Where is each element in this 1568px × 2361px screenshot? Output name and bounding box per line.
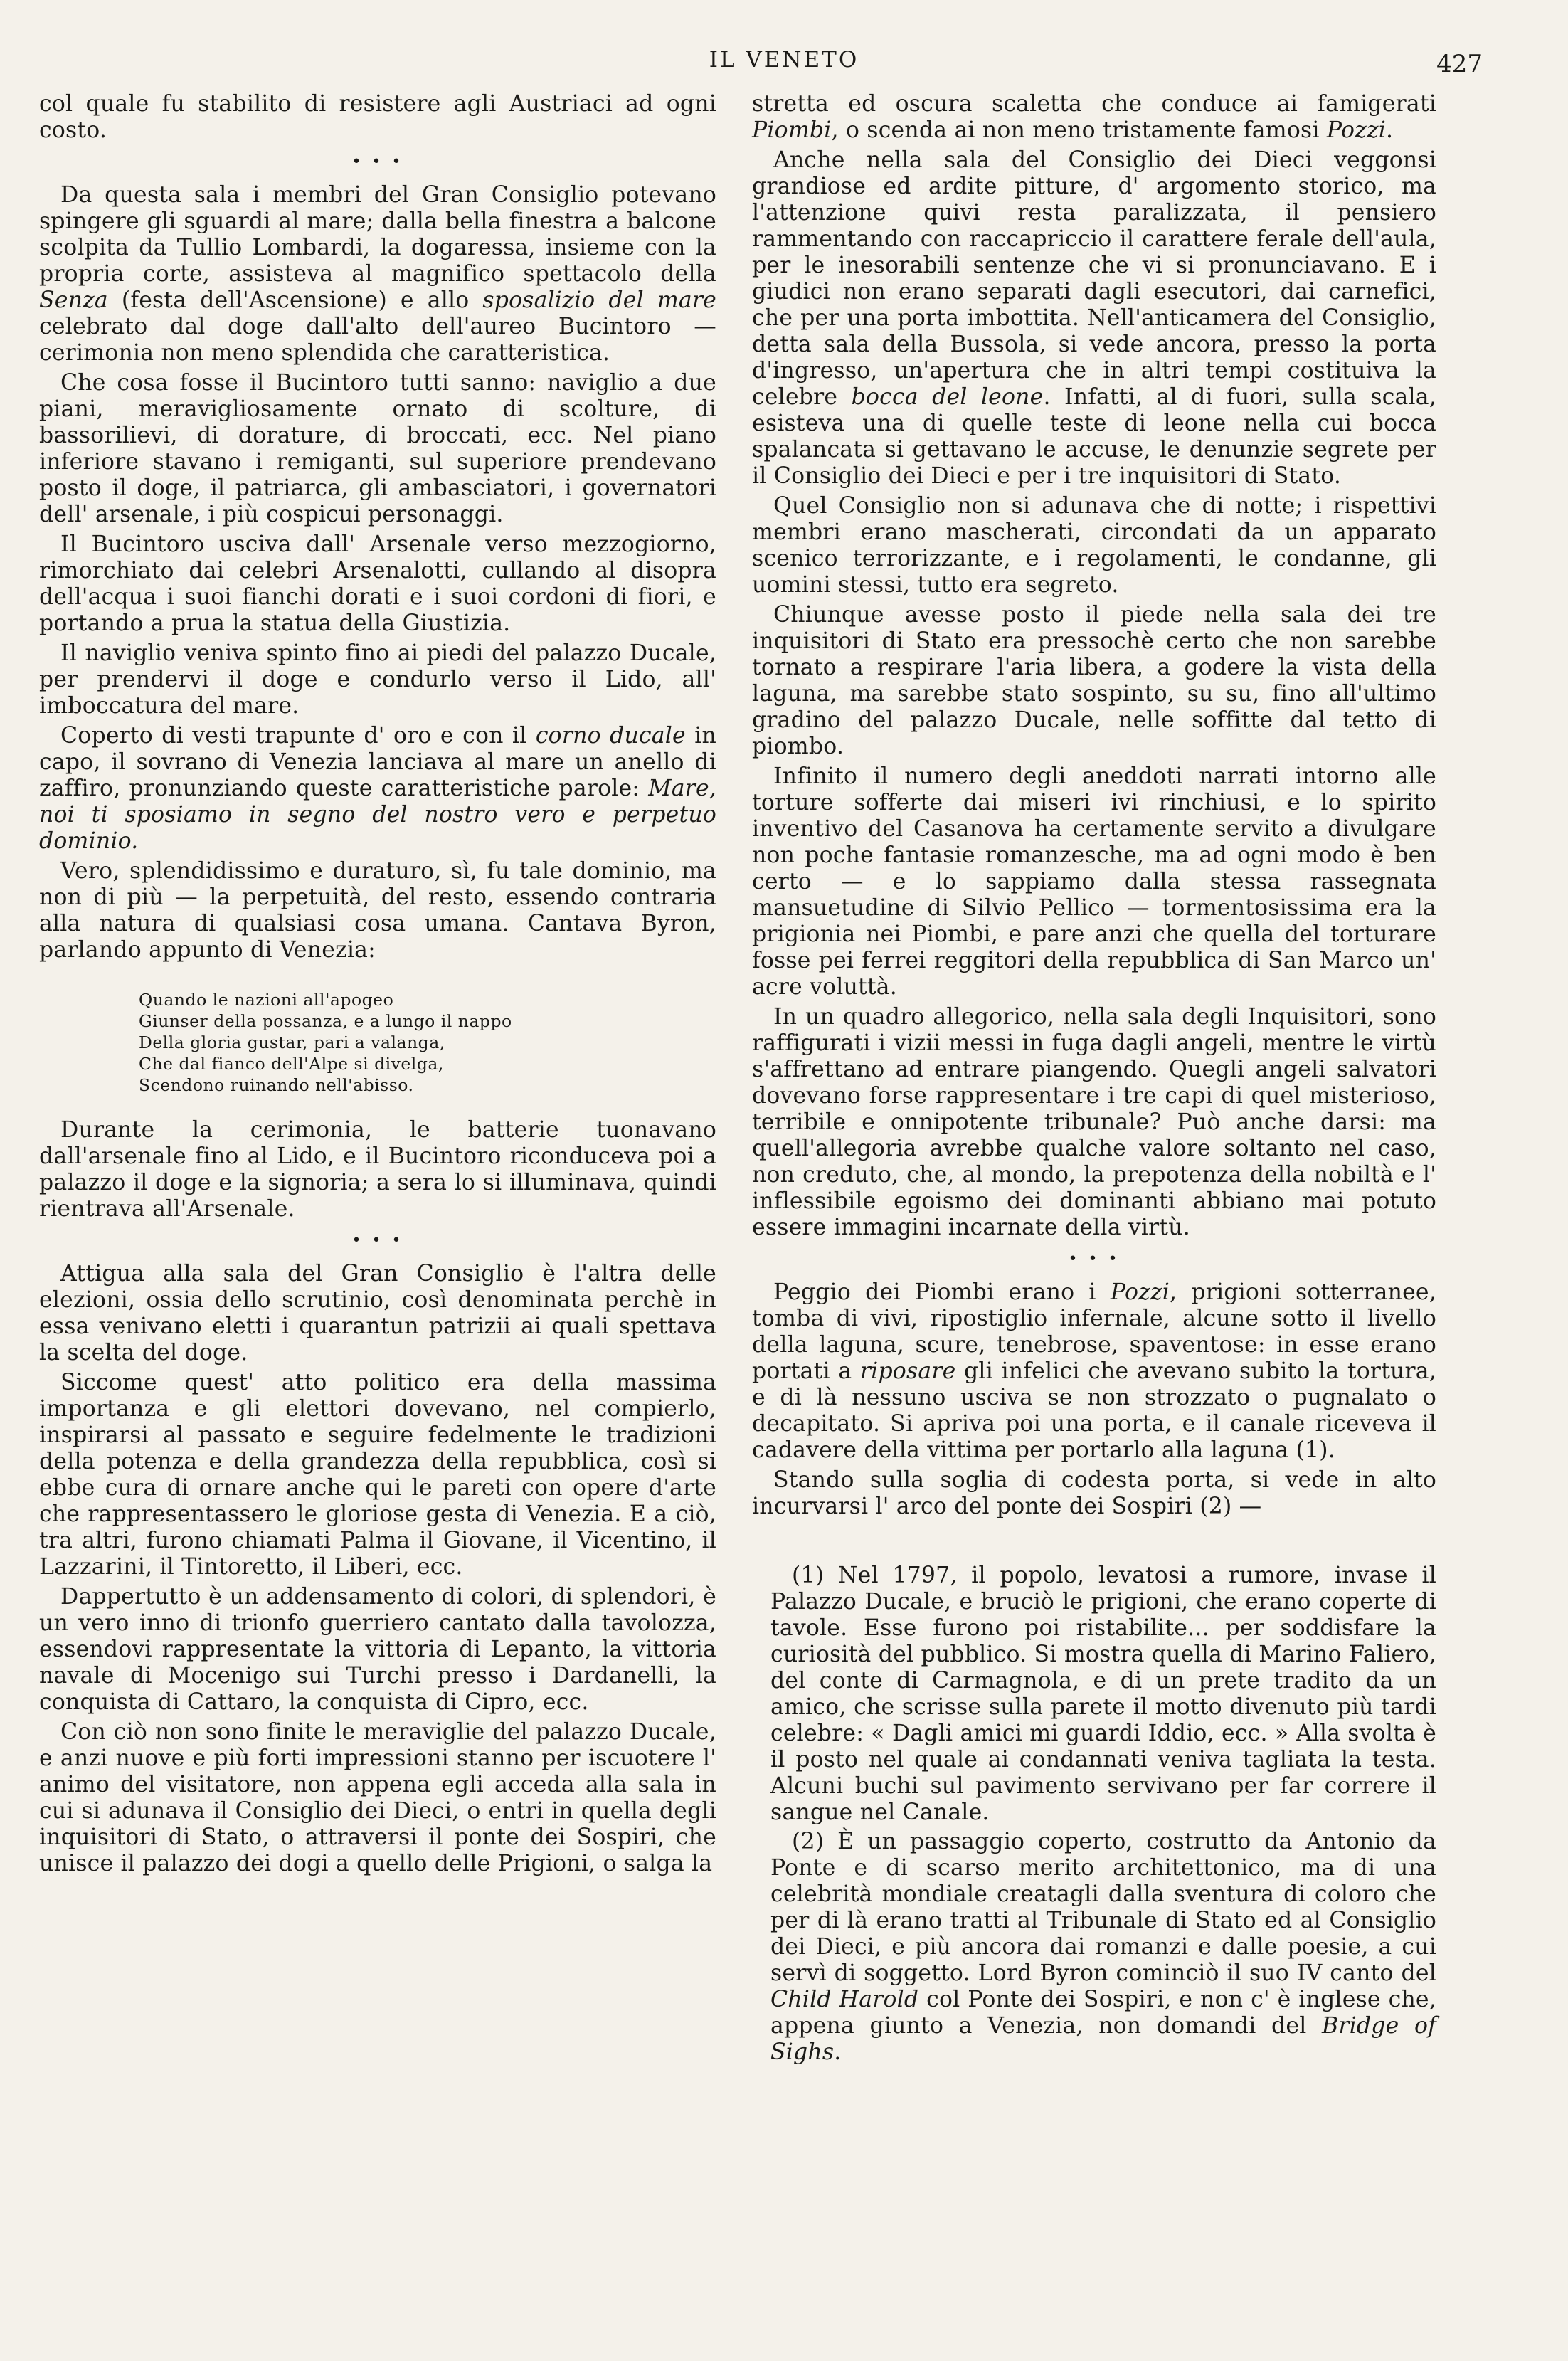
paragraph: Il naviglio veniva spinto fino ai piedi del palazzo Ducale, per prendervi il doge e condurlo verso il Lido, all' imboccatura del mare. (39, 640, 716, 719)
footnotes (752, 1563, 1436, 2066)
text-run: gli infelici che avevano subito la tortura, e di là nessuno usciva se non strozzato o pugnalato o decapitato. Si apriva poi una porta, e il canale riceveva il cadavere della vittima per portarlo alla laguna (1). (752, 1358, 1436, 1463)
italic-quote: Mare, noi ti sposiamo in segno del nostro vero e perpetuo dominio. (39, 776, 716, 854)
text-run: col Ponte dei Sospiri, e non c' è inglese che, appena giunto a Venezia, non domandi del (770, 1987, 1436, 2039)
text-run: Peggio dei Piombi erano i (773, 1279, 1111, 1305)
text-run: Coperto di vesti trapunte d' oro e con il (60, 723, 536, 749)
italic-term: sposalizio del mare (482, 287, 716, 313)
paragraph (752, 91, 1436, 144)
paragraph: Chiunque avesse posto il piede nella sala dei tre inquisitori di Stato era pressochè certo che non sarebbe tornato a respirare l'aria libera, a godere la vista della laguna, ma sarebbe stato sospinto, su su, fino all'ultimo gradino del palazzo Ducale, nelle soffitte dal tetto di piombo. (752, 602, 1436, 759)
text-run: Anche nella sala del Consiglio dei Dieci veggonsi grandiose ed ardite pitture, d' argomento storico, ma l'attenzione quivi resta paralizzata, il pensiero rammentando con raccapriccio il carattere ferale dell'aula, per le inesorabili sentenze che vi si pronunciavano. E i giudici non erano separati dagli esecutori, dai carnefici, che per una porta imbottita. Nell'anticamera del Consiglio, detta sala della Bussola, si vede ancora, presso la porta d'ingresso, un'apertura che in altri tempi costituiva la celebre (752, 147, 1436, 410)
poem-quote (139, 989, 716, 1096)
poem-line: Giunser della possanza, e a lungo il nappo (139, 1011, 512, 1031)
running-head: IL VENETO (709, 47, 859, 73)
footnote: (1) Nel 1797, il popolo, levatosi a rumore, invase il Palazzo Ducale, e bruciò le prigioni, che erano coperte di tavole. Esse furono poi ristabilite... per soddisfare la curiosità del pubblico. Si mostra quella di Marino Faliero, del conte di Carmagnola, e di un prete tradito da un amico, che scrisse sulla parete il motto divenuto più tardi celebre: « Dagli amici mi guardi Iddio, ecc. » Alla svolta è il posto nel quale ai condannati veniva tagliata la testa. Alcuni buchi sul pavimento servivano per far correre il sangue nel Canale. (770, 1563, 1436, 1825)
poem-line: Scendono ruinando nell'abisso. (139, 1075, 414, 1095)
text-run: , o scenda ai non meno tristamente famosi (831, 117, 1327, 143)
page-number: 427 (1436, 50, 1483, 78)
section-separator: • • • (351, 153, 404, 171)
text-run: , prigioni sotterranee, tomba di vivi, ripostiglio infernale, alcune sotto il livello della laguna, scure, tenebrose, spaventose: in esse erano portati a (752, 1279, 1436, 1384)
italic-term: bocca del leone (851, 384, 1044, 410)
paragraph: col quale fu stabilito di resistere agli Austriaci ad ogni costo. (39, 91, 716, 143)
italic-term: Pozzi (1326, 117, 1387, 143)
italic-term: riposare (859, 1358, 956, 1384)
paragraph (39, 182, 716, 366)
text-run: in capo, il sovrano di Venezia lanciava al mare un anello di zaffiro, pronunziando queste caratteristiche parole: (39, 723, 716, 801)
italic-term: Pozzi (1110, 1279, 1170, 1305)
italic-term: Senza (39, 287, 108, 313)
italic-term: Piombi (752, 117, 832, 143)
paragraph: In un quadro allegorico, nella sala degli Inquisitori, sono raffigurati i vizii messi in fuga dagli angeli, mentre le virtù s'affrettano ad entrare piangendo. Quegli angeli salvatori dovevano forse rappresentare i tre capi di quel misterioso, terribile e onnipotente tribunale? Può anche darsi: ma quell'allegoria avrebbe qualche valore soltanto nel caso, non creduto, che, al mondo, la prepotenza della nobiltà e l' inflessibile egoismo dei dominanti abbiano mai potuto essere immagini incarnate della virtù. (752, 1004, 1436, 1240)
poem-line: Che dal fianco dell'Alpe si divelga, (139, 1054, 444, 1074)
paragraph: Con ciò non sono finite le meraviglie del palazzo Ducale, e anzi nuove e più forti impressioni stanno per iscuotere l' animo del visitatore, non appena egli acceda alla sala in cui si adunava il Consiglio dei Dieci, o entri in quella degli inquisitori di Stato, o attraversi il ponte dei Sospiri, che unisce il palazzo dei dogi a quello delle Prigioni, o salga la (39, 1719, 716, 1876)
paragraph: Infinito il numero degli aneddoti narrati intorno alle torture sofferte dai miseri ivi rinchiusi, e lo spirito inventivo del Casanova ha certamente servito a divulgare non poche fantasie romanzesche, ma ad ogni modo è ben certo — e lo sappiamo dalla stessa rassegnata mansuetudine di Silvio Pellico — tormentosissima era la prigionia nei Piombi, e pare anzi che quella del torturare fosse pei ferrei reggitori della repubblica di San Marco un' acre voluttà. (752, 764, 1436, 1000)
section-separator: • • • (351, 1232, 404, 1250)
italic-term: corno ducale (535, 723, 686, 749)
text-run: stretta ed oscura scaletta che conduce ai famigerati (752, 91, 1436, 117)
text-run: . (834, 2039, 842, 2065)
poem-line: Della gloria gustar, pari a valanga, (139, 1032, 445, 1052)
text-run: . Infatti, al di fuori, sulla scala, esisteva una di quelle teste di leone nella cui bocca spalancata si gettavano le accuse, le denunzie segrete per il Consiglio dei Dieci e per i tre inquisitori di Stato. (752, 384, 1436, 489)
text-run: (2) È un passaggio coperto, costrutto da Antonio da Ponte e di scarso merito architettonico, ma di una celebrità mondiale creatagli dalla sventura di coloro che per di là erano tratti al Tribunale di Stato ed al Consiglio dei Dieci, e più ancora dai romanzi e dalle poesie, a cui servì di soggetto. Lord Byron cominciò il suo IV canto del (770, 1829, 1436, 1986)
text-run: . (1386, 117, 1394, 143)
text-run: celebrato dal doge dall'alto dell'aureo Bucintoro — cerimonia non meno splendida che caratteristica. (39, 314, 716, 366)
footnote (770, 1829, 1436, 2066)
paragraph (752, 1279, 1436, 1464)
paragraph (39, 723, 716, 855)
poem-line: Quando le nazioni all'apogeo (139, 990, 394, 1010)
paragraph: Vero, splendidissimo e duraturo, sì, fu tale dominio, ma non di più — la perpetuità, del resto, essendo contraria alla natura di qualsiasi cosa umana. Cantava Byron, parlando appunto di Venezia: (39, 858, 716, 963)
paragraph: Dappertutto è un addensamento di colori, di splendori, è un vero inno di trionfo guerriero cantato dalla tavolozza, essendovi rappresentate la vittoria di Lepanto, la vittoria navale di Mocenigo sui Turchi presso i Dardanelli, la conquista di Cattaro, la conquista di Cipro, ecc. (39, 1584, 716, 1715)
paragraph: Il Bucintoro usciva dall' Arsenale verso mezzogiorno, rimorchiato dai celebri Arsenalotti, cullando al disopra dell'acqua i suoi fianchi dorati e i suoi cordoni di fiori, e portando a prua la statua della Giustizia. (39, 532, 716, 636)
text-run: (festa dell'Ascensione) e allo (107, 287, 483, 313)
paragraph: Durante la cerimonia, le batterie tuonavano dall'arsenale fino al Lido, e il Bucintoro riconduceva poi a palazzo il doge e la signoria; a sera lo si illuminava, quindi rientrava all'Arsenale. (39, 1117, 716, 1222)
paragraph: Che cosa fosse il Bucintoro tutti sanno: naviglio a due piani, meravigliosamente ornato di scolture, di bassorilievi, di dorature, di broccati, ecc. Nel piano inferiore stavano i remiganti, sul superiore prendevano posto il doge, il patriarca, gli ambasciatori, i governatori dell' arsenale, i più cospicui personaggi. (39, 370, 716, 527)
paragraph: Siccome quest' atto politico era della massima importanza e gli elettori dovevano, nel compierlo, inspirarsi al passato e seguire fedelmente le tradizioni della potenza e della grandezza della repubblica, così si ebbe cura di ornare anche qui le pareti con opere d'arte che rappresentassero le gloriose gesta di Venezia. E a ciò, tra altri, furono chiamati Palma il Giovane, il Vicentino, il Lazzarini, il Tintoretto, il Liberi, ecc. (39, 1370, 716, 1580)
italic-title: Child Harold (770, 1987, 919, 2012)
text-run: Da questa sala i membri del Gran Consiglio potevano spingere gli sguardi al mare; dalla bella finestra a balcone scolpita da Tullio Lombardi, la dogaressa, insieme con la propria corte, assisteva al magnifico spettacolo della (39, 182, 716, 287)
page-header (0, 41, 1568, 84)
paragraph: Stando sulla soglia di codesta porta, si vede in alto incurvarsi l' arco del ponte dei Sospiri (2) — (752, 1467, 1436, 1519)
paragraph: Attigua alla sala del Gran Consiglio è l'altra delle elezioni, ossia dello scrutinio, così denominata perchè in essa venivano eletti i quarantun patrizii ai quali spettava la scelta del doge. (39, 1261, 716, 1366)
italic-title: Bridge of Sighs (770, 2013, 1436, 2065)
paragraph (752, 147, 1436, 490)
paragraph: Quel Consiglio non si adunava che di notte; i rispettivi membri erano mascherati, circondati da un apparato scenico terrorizzante, e i regolamenti, le condanne, gli uomini stessi, tutto era segreto. (752, 493, 1436, 598)
left-column (39, 91, 716, 1877)
section-separator: • • • (1068, 1250, 1121, 1268)
right-column (752, 91, 1436, 2066)
